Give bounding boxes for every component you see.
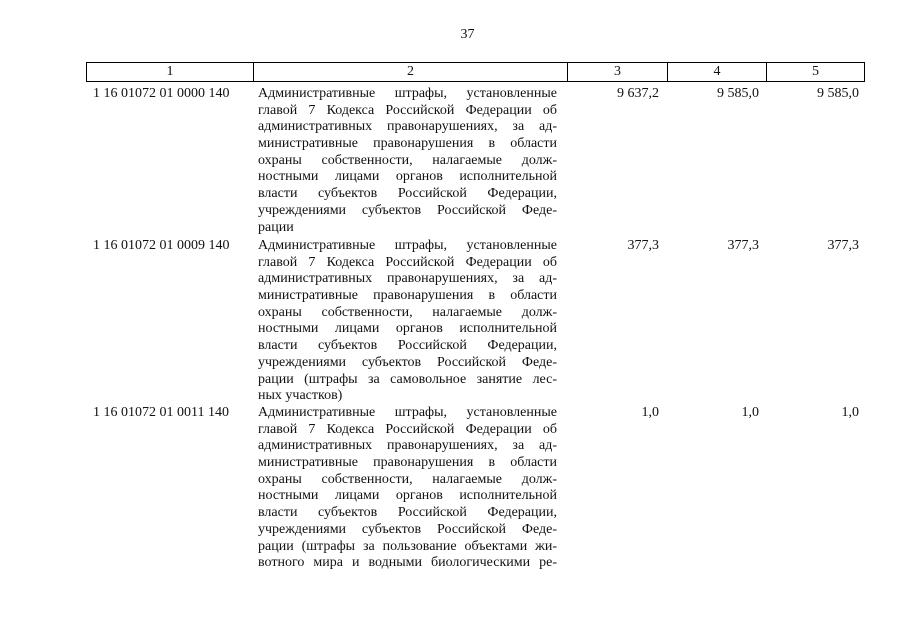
description-line: ностными лицами органов исполнительной — [258, 488, 557, 504]
description-line: главой 7 Кодекса Российской Федерации об — [258, 421, 557, 437]
table-header — [86, 62, 865, 82]
description-line: учреждениями субъектов Российской Феде- — [258, 521, 557, 537]
header-cell-2: 2 — [254, 63, 568, 81]
description-line: охраны собственности, налагаемые долж- — [258, 471, 557, 487]
value-col-3: 9 637,2 — [617, 86, 659, 101]
description-line: ностными лицами органов исполнительной — [258, 169, 557, 185]
description-line: административных правонарушениях, за ад- — [258, 438, 557, 454]
description-line: ных участков) — [258, 388, 343, 404]
description-line: министративные правонарушения в области — [258, 136, 557, 152]
page-number: 37 — [460, 27, 475, 42]
description-line: главой 7 Кодекса Российской Федерации об — [258, 102, 557, 118]
description-line: рации (штрафы за самовольное занятие лес- — [258, 371, 557, 387]
description-line: Административные штрафы, установленные — [258, 86, 557, 101]
description-line: власти субъектов Российской Федерации, — [258, 338, 557, 354]
header-cell-4: 4 — [668, 63, 767, 81]
description-line: власти субъектов Российской Федерации, — [258, 505, 557, 521]
description-line: вотного мира и водными биологическими ре- — [258, 555, 557, 571]
budget-code: 1 16 01072 01 0011 140 — [93, 405, 229, 420]
description-line: учреждениями субъектов Российской Феде- — [258, 202, 557, 218]
value-col-4: 377,3 — [727, 238, 759, 253]
value-col-3: 377,3 — [627, 238, 659, 253]
description-line: ностными лицами органов исполнительной — [258, 321, 557, 337]
description-line: рации (штрафы за пользование объектами жи- — [258, 538, 557, 554]
header-cell-5: 5 — [812, 64, 819, 79]
description-line: Административные штрафы, установленные — [258, 238, 557, 253]
value-col-4: 1,0 — [741, 405, 759, 420]
description-line: учреждениями субъектов Российской Феде- — [258, 354, 557, 370]
description-line: охраны собственности, налагаемые долж- — [258, 304, 557, 320]
description-line: административных правонарушениях, за ад- — [258, 119, 557, 135]
value-col-4: 9 585,0 — [717, 86, 759, 101]
description — [258, 86, 557, 236]
description — [258, 238, 557, 405]
description-line: главой 7 Кодекса Российской Федерации об — [258, 254, 557, 270]
value-col-3: 1,0 — [641, 405, 659, 420]
header-cell-1: 1 — [87, 63, 254, 81]
description — [258, 405, 557, 572]
description-line: Административные штрафы, установленные — [258, 405, 557, 420]
value-col-5: 9 585,0 — [817, 86, 859, 101]
description-line: министративные правонарушения в области — [258, 455, 557, 471]
description-line: административных правонарушениях, за ад- — [258, 271, 557, 287]
value-col-5: 377,3 — [827, 238, 859, 253]
description-line: охраны собственности, налагаемые долж- — [258, 152, 557, 168]
description-line: рации — [258, 219, 294, 235]
budget-code: 1 16 01072 01 0009 140 — [93, 238, 230, 253]
header-cell-3: 3 — [568, 63, 668, 81]
description-line: министративные правонарушения в области — [258, 288, 557, 304]
budget-code: 1 16 01072 01 0000 140 — [93, 86, 230, 101]
value-col-5: 1,0 — [841, 405, 859, 420]
description-line: власти субъектов Российской Федерации, — [258, 186, 557, 202]
